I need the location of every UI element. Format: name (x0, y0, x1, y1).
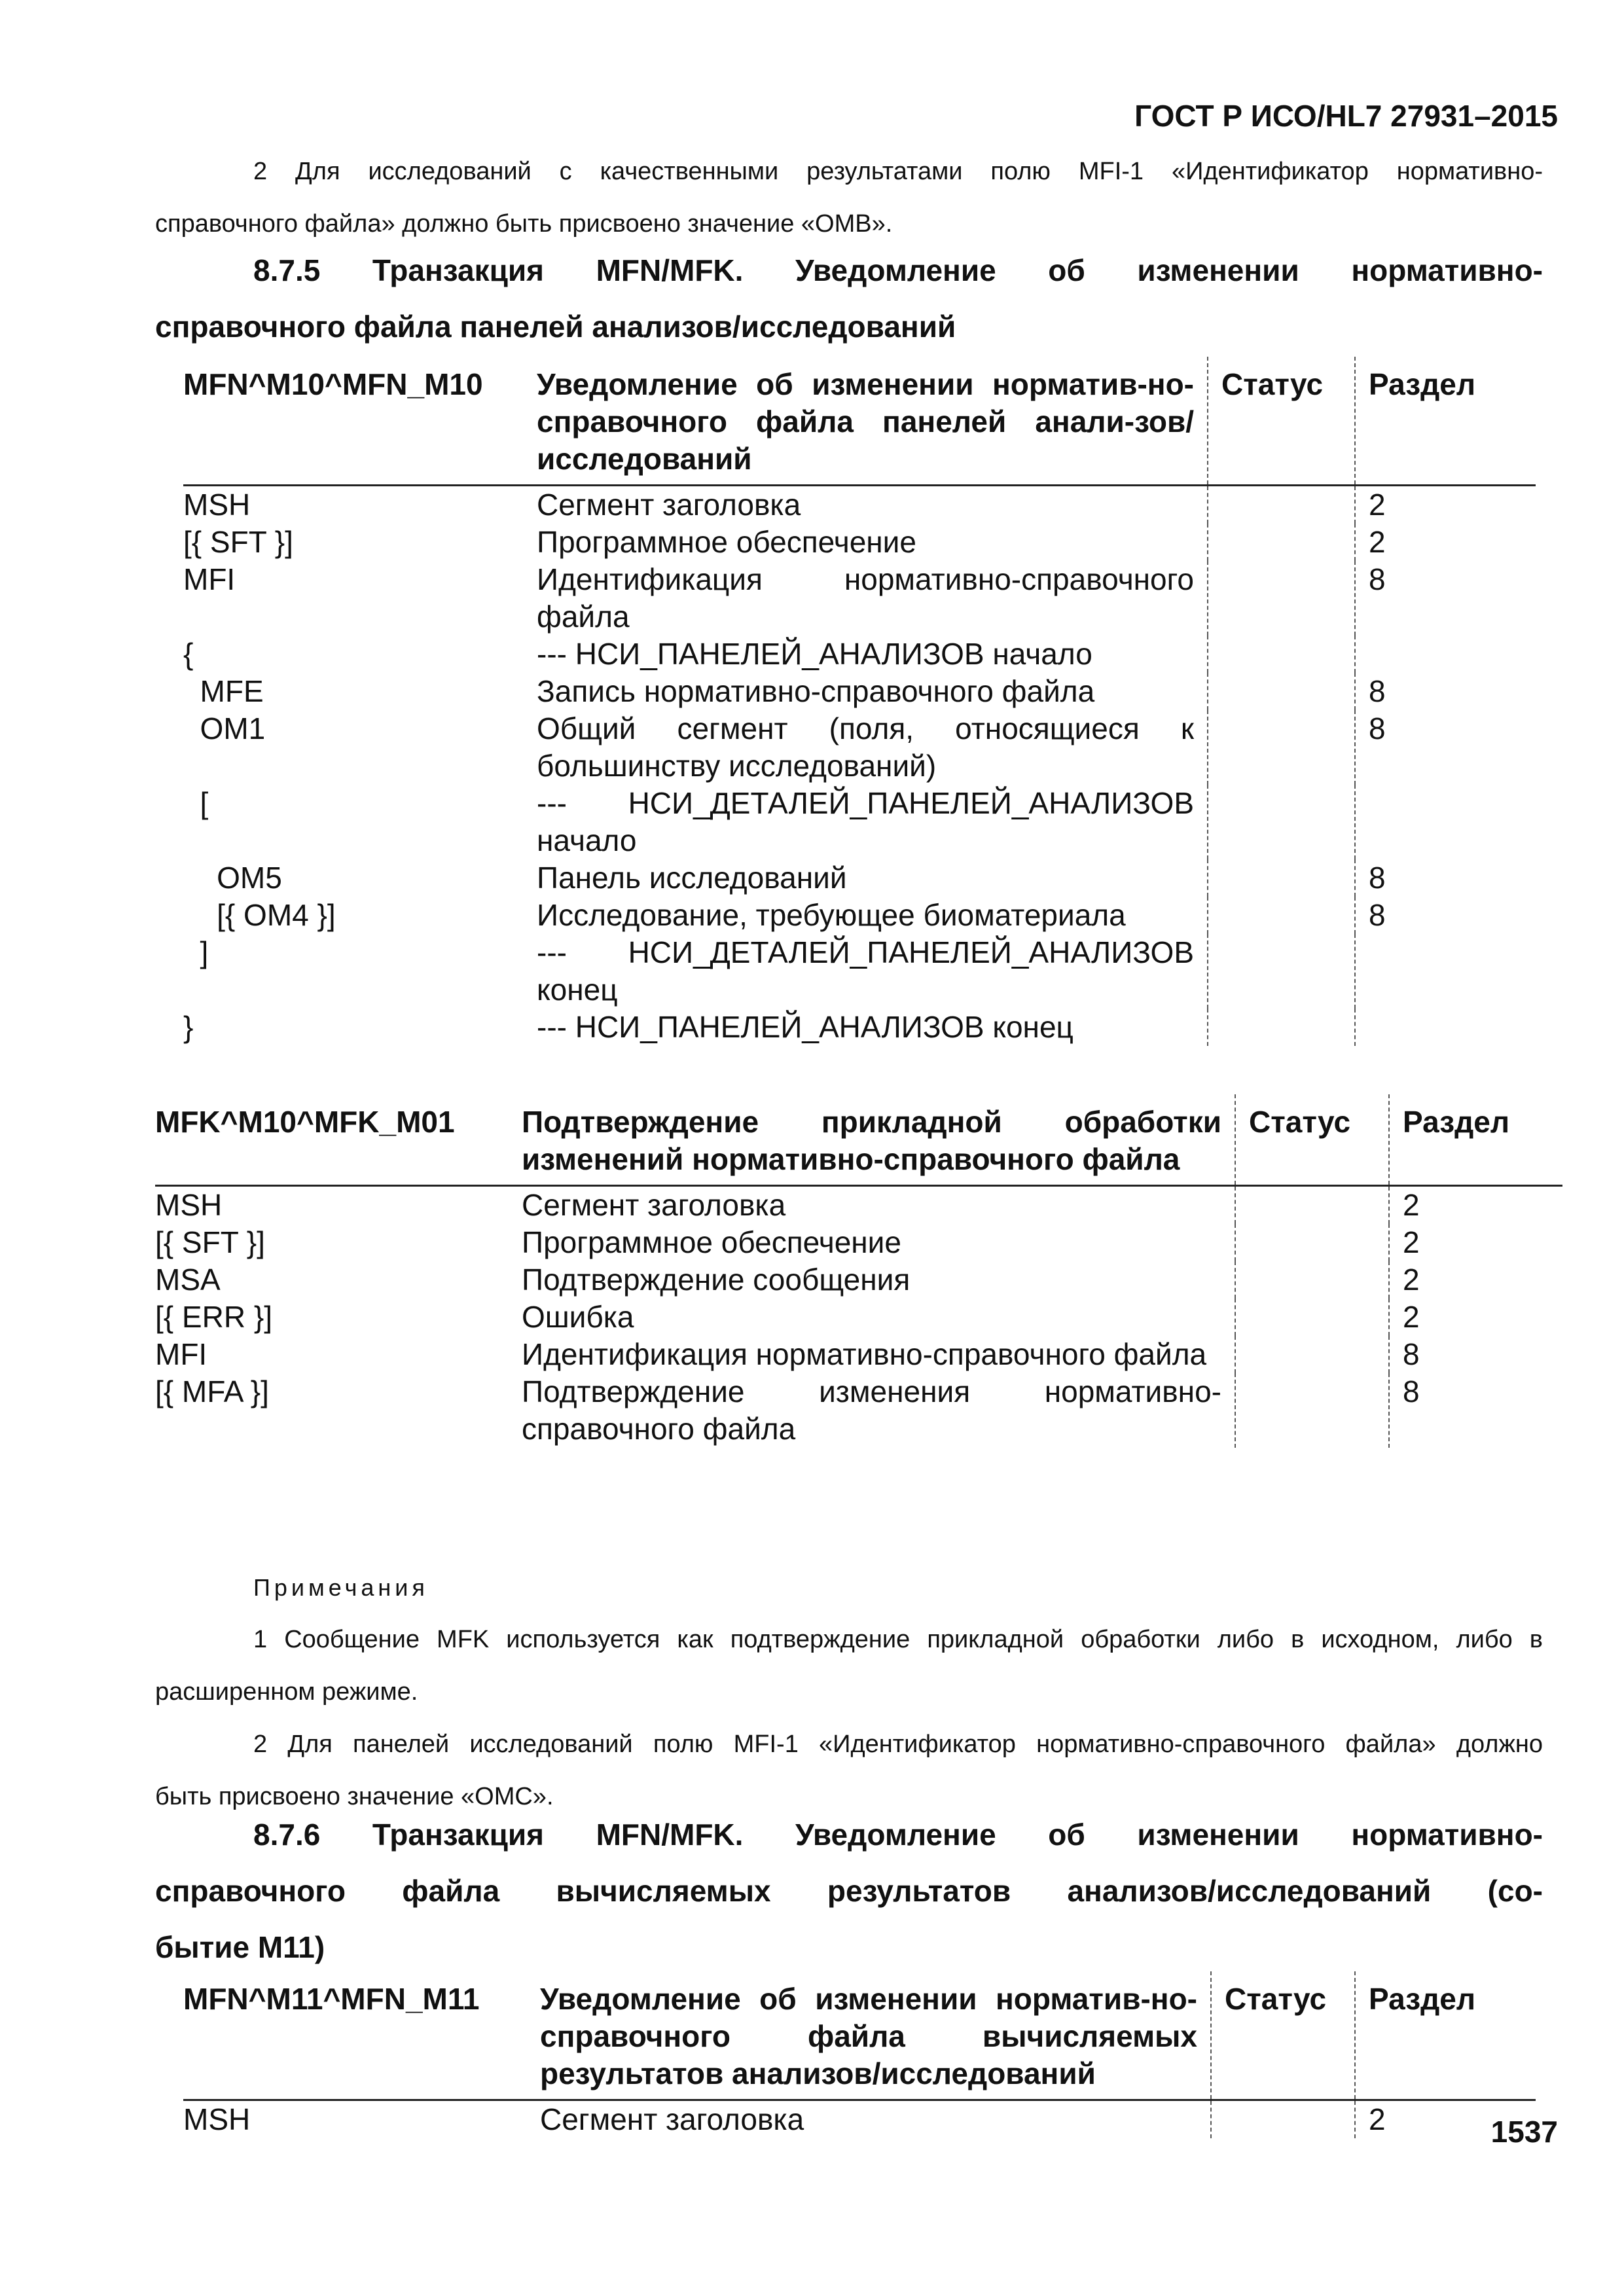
section-875-heading (155, 242, 1543, 355)
row-description: Идентификация нормативно-справочного файла (524, 561, 1208, 636)
segment-table-mfn-m11 (183, 1971, 1536, 2138)
row-section (1355, 785, 1536, 859)
row-section: 8 (1369, 898, 1386, 932)
row-section: 2 (1403, 1263, 1420, 1297)
row-description: Ошибка (509, 1299, 1235, 1336)
header-segment: MFN^M10^MFN_M10 (183, 357, 524, 486)
row-section (1355, 934, 1536, 1009)
table-row (155, 1299, 1562, 1336)
section-876-line2: справочного файла вычисляемых результатов анализов/исследований (со- (155, 1874, 1543, 1908)
table-header-row (155, 1094, 1562, 1186)
row-segment: OM5 (183, 861, 282, 895)
row-section: 8 (1403, 1337, 1420, 1371)
intro-note-line1: 2 Для исследований с качественными результатами полю MFI-1 «Идентификатор нормативно- (253, 158, 1543, 185)
table-row (183, 710, 1536, 785)
section-876-heading (155, 1806, 1543, 1975)
table-header-row (183, 1971, 1536, 2100)
row-section (1355, 1009, 1536, 1046)
row-status (1235, 1186, 1389, 1225)
row-section: 8 (1369, 674, 1386, 708)
table-body (183, 1971, 1536, 2138)
table-row (183, 897, 1536, 934)
header-status: Статус (1211, 1971, 1355, 2100)
section-876-line3: бытие M11) (155, 1930, 325, 1964)
row-description: Программное обеспечение (524, 524, 1208, 561)
row-status (1208, 636, 1355, 673)
header-segment: MFN^M11^MFN_M11 (183, 1971, 527, 2100)
header-description: Уведомление об изменении норматив-но-справочного файла панелей анали-зов/исследований (524, 357, 1208, 486)
row-section: 8 (1369, 861, 1386, 895)
row-description: --- НСИ_ДЕТАЛЕЙ_ПАНЕЛЕЙ_АНАЛИЗОВ начало (524, 785, 1208, 859)
row-status (1208, 934, 1355, 1009)
row-segment: MSH (183, 488, 251, 522)
intro-note-line2: справочного файла» должно быть присвоено значение «OMB». (155, 210, 893, 238)
table-row (183, 636, 1536, 673)
header-description: Подтверждение прикладной обработки изменений нормативно-справочного файла (509, 1094, 1235, 1186)
row-segment: [{ SFT }] (155, 1225, 265, 1259)
row-segment: } (183, 1010, 194, 1044)
table-row (155, 1373, 1562, 1448)
segment-table-mfn-m10 (183, 357, 1536, 1046)
row-section: 2 (1403, 1225, 1420, 1259)
row-status (1235, 1224, 1389, 1261)
table-row (183, 524, 1536, 561)
row-description: --- НСИ_ПАНЕЛЕЙ_АНАЛИЗОВ конец (524, 1009, 1208, 1046)
header-section: Раздел (1389, 1094, 1562, 1186)
row-section: 8 (1369, 711, 1386, 745)
table-row (183, 1009, 1536, 1046)
row-status (1208, 561, 1355, 636)
row-segment: [{ ERR }] (155, 1300, 272, 1334)
note2-line2: быть присвоено значение «OMC». (155, 1783, 554, 1810)
row-section: 2 (1403, 1300, 1420, 1334)
row-status (1208, 897, 1355, 934)
table-body (155, 1094, 1562, 1448)
row-segment: MFI (183, 562, 236, 596)
table-row (183, 673, 1536, 710)
table-row (155, 1261, 1562, 1299)
row-segment: MFE (183, 674, 264, 708)
row-section (1355, 636, 1536, 673)
row-description: Запись нормативно-справочного файла (524, 673, 1208, 710)
table-row (155, 1336, 1562, 1373)
header-status: Статус (1235, 1094, 1389, 1186)
row-segment: [{ OM4 }] (183, 898, 336, 932)
row-segment: MSA (155, 1263, 221, 1297)
row-description: Сегмент заголовка (509, 1186, 1235, 1225)
row-status (1235, 1299, 1389, 1336)
notes-title: Примечания (253, 1574, 429, 1601)
note2-line1: 2 Для панелей исследований полю MFI-1 «Идентификатор нормативно-справочного файла» должно (253, 1731, 1543, 1758)
note1-line1: 1 Сообщение MFK используется как подтверждение прикладной обработки либо в исходном, либо в (253, 1626, 1543, 1653)
row-segment: [{ SFT }] (183, 525, 293, 559)
row-status (1208, 859, 1355, 897)
row-segment: MFI (155, 1337, 208, 1371)
row-section: 2 (1369, 2102, 1386, 2136)
row-section: 2 (1369, 525, 1386, 559)
table-row (183, 561, 1536, 636)
row-description: Подтверждение сообщения (509, 1261, 1235, 1299)
row-section: 8 (1403, 1374, 1420, 1408)
row-segment: [{ MFA }] (155, 1374, 269, 1408)
row-status (1235, 1373, 1389, 1448)
section-876-line1: 8.7.6 Транзакция MFN/MFK. Уведомление об изменении нормативно- (253, 1818, 1543, 1852)
row-segment: MSH (183, 2102, 251, 2136)
row-section: 2 (1369, 488, 1386, 522)
page-number: 1537 (1490, 2115, 1558, 2149)
row-status (1208, 524, 1355, 561)
row-segment: { (183, 637, 194, 671)
row-description: --- НСИ_ПАНЕЛЕЙ_АНАЛИЗОВ начало (524, 636, 1208, 673)
row-segment: ] (183, 935, 209, 969)
table-row (183, 2100, 1536, 2139)
section-875-line2: справочного файла панелей анализов/исследований (155, 310, 956, 344)
notes-block (155, 1613, 1543, 1823)
table-row (183, 934, 1536, 1009)
row-section: 8 (1369, 562, 1386, 596)
row-status (1211, 2100, 1355, 2139)
row-segment: [ (183, 786, 209, 820)
header-status: Статус (1208, 357, 1355, 486)
table-body (183, 357, 1536, 1046)
table-row (155, 1224, 1562, 1261)
table-row (183, 486, 1536, 524)
note1-line2: расширенном режиме. (155, 1678, 418, 1706)
row-status (1235, 1261, 1389, 1299)
header-description: Уведомление об изменении норматив-но-справочного файла вычисляемых результатов анализов/исследований (527, 1971, 1211, 2100)
table-row (183, 785, 1536, 859)
row-status (1235, 1336, 1389, 1373)
row-status (1208, 710, 1355, 785)
row-status (1208, 1009, 1355, 1046)
section-875-line1: 8.7.5 Транзакция MFN/MFK. Уведомление об изменении нормативно- (253, 253, 1543, 287)
row-status (1208, 673, 1355, 710)
table-row (183, 859, 1536, 897)
segment-table-mfk-m01 (155, 1094, 1562, 1448)
row-description: Программное обеспечение (509, 1224, 1235, 1261)
row-description: Подтверждение изменения нормативно-справочного файла (509, 1373, 1235, 1448)
table-row (155, 1186, 1562, 1225)
row-segment: MSH (155, 1188, 223, 1222)
row-section: 2 (1403, 1188, 1420, 1222)
intro-note (155, 145, 1543, 250)
row-description: Общий сегмент (поля, относящиеся к большинству исследований) (524, 710, 1208, 785)
header-section: Раздел (1355, 1971, 1536, 2100)
document-code: ГОСТ Р ИСО/HL7 27931–2015 (1134, 99, 1558, 133)
row-segment: OM1 (183, 711, 266, 745)
header-segment: MFK^M10^MFK_M01 (155, 1094, 509, 1186)
row-description: Исследование, требующее биоматериала (524, 897, 1208, 934)
table-header-row (183, 357, 1536, 486)
row-description: Сегмент заголовка (524, 486, 1208, 524)
row-description: Панель исследований (524, 859, 1208, 897)
row-status (1208, 785, 1355, 859)
header-section: Раздел (1355, 357, 1536, 486)
row-description: Идентификация нормативно-справочного файла (509, 1336, 1235, 1373)
row-status (1208, 486, 1355, 524)
row-description: Сегмент заголовка (527, 2100, 1211, 2139)
row-description: --- НСИ_ДЕТАЛЕЙ_ПАНЕЛЕЙ_АНАЛИЗОВ конец (524, 934, 1208, 1009)
